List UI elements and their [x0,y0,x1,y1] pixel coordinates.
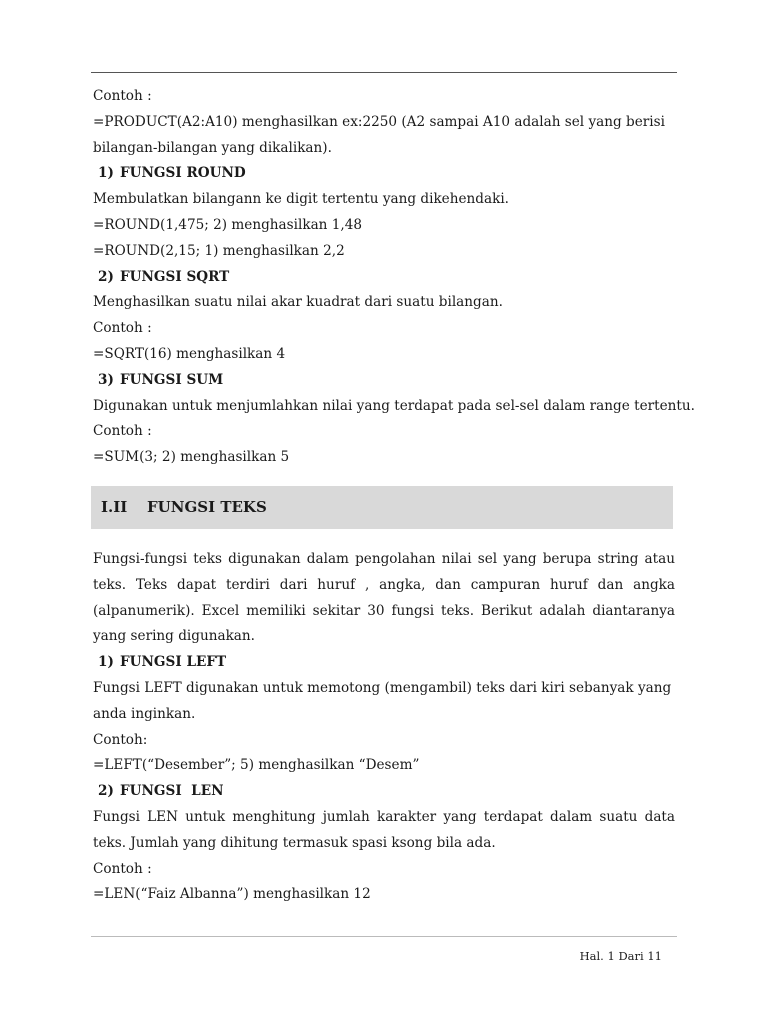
text-line: Contoh : [93,423,152,440]
subheading-title: FUNGSI LEFT [120,654,227,671]
text-line: =ROUND(2,15; 1) menghasilkan 2,2 [93,242,345,259]
text-line: Membulatkan bilangann ke digit tertentu yang dikehendaki. [93,191,509,208]
subheading-number: 2) [98,783,114,800]
header-rule [91,72,677,73]
subheading-title: FUNGSI SQRT [120,268,230,285]
text-line: Contoh : [93,88,152,104]
content-block-text-functions [93,547,675,908]
content-block-math-functions [93,84,695,471]
text-line: Contoh: [93,731,148,748]
page-number: Hal. 1 Dari 11 [579,949,662,963]
subheading-number: 1) [98,654,114,671]
text-line: Menghasilkan suatu nilai akar kuadrat dari suatu bilangan. [93,294,503,311]
text-line: bilangan-bilangan yang dikalikan). [93,139,332,156]
subheading-len [93,779,675,805]
subheading-number: 3) [98,371,114,388]
section-heading [91,486,673,529]
text-line: =LEFT(“Desember”; 5) menghasilkan “Desem” [93,757,420,774]
subheading-sqrt [93,265,675,291]
subheading-round [93,161,675,187]
subheading-number: 2) [98,268,114,285]
section-title: FUNGSI TEKS [147,498,267,516]
text-line: Contoh : [93,860,152,877]
footer-rule [91,936,677,937]
len-paragraph: Fungsi LEN untuk menghitung jumlah karakter yang terdapat dalam suatu data teks. Jumlah yang dihitung termasuk spasi ksong bila ada. [93,808,675,851]
subheading-title: FUNGSI LEN [120,783,224,800]
subheading-title: FUNGSI SUM [120,371,224,388]
subheading-sum [93,368,675,394]
text-line: =PRODUCT(A2:A10) menghasilkan ex:2250 (A2 sampai A10 adalah sel yang berisi [93,113,665,130]
text-line: =ROUND(1,475; 2) menghasilkan 1,48 [93,216,363,233]
subheading-title: FUNGSI ROUND [120,165,246,182]
text-line: anda inginkan. [93,705,196,722]
subheading-left [93,650,675,676]
text-line: =SQRT(16) menghasilkan 4 [93,345,286,362]
intro-paragraph: Fungsi-fungsi teks digunakan dalam pengolahan nilai sel yang berupa string atau teks. Teks dapat terdiri dari huruf , angka, dan campuran huruf dan angka (alpanumerik). Excel memiliki sekitar 30 fungsi teks. Berikut adalah diantaranya yang sering digunakan. [93,551,675,645]
section-number: I.II [101,498,128,516]
text-line: Digunakan untuk menjumlahkan nilai yang terdapat pada sel-sel dalam range tertentu. [93,397,695,414]
subheading-number: 1) [98,165,114,182]
text-line: Contoh : [93,320,152,337]
text-line: Fungsi LEFT digunakan untuk memotong (mengambil) teks dari kiri sebanyak yang [93,679,672,696]
text-line: =LEN(“Faiz Albanna”) menghasilkan 12 [93,886,371,903]
text-line: =SUM(3; 2) menghasilkan 5 [93,449,290,466]
